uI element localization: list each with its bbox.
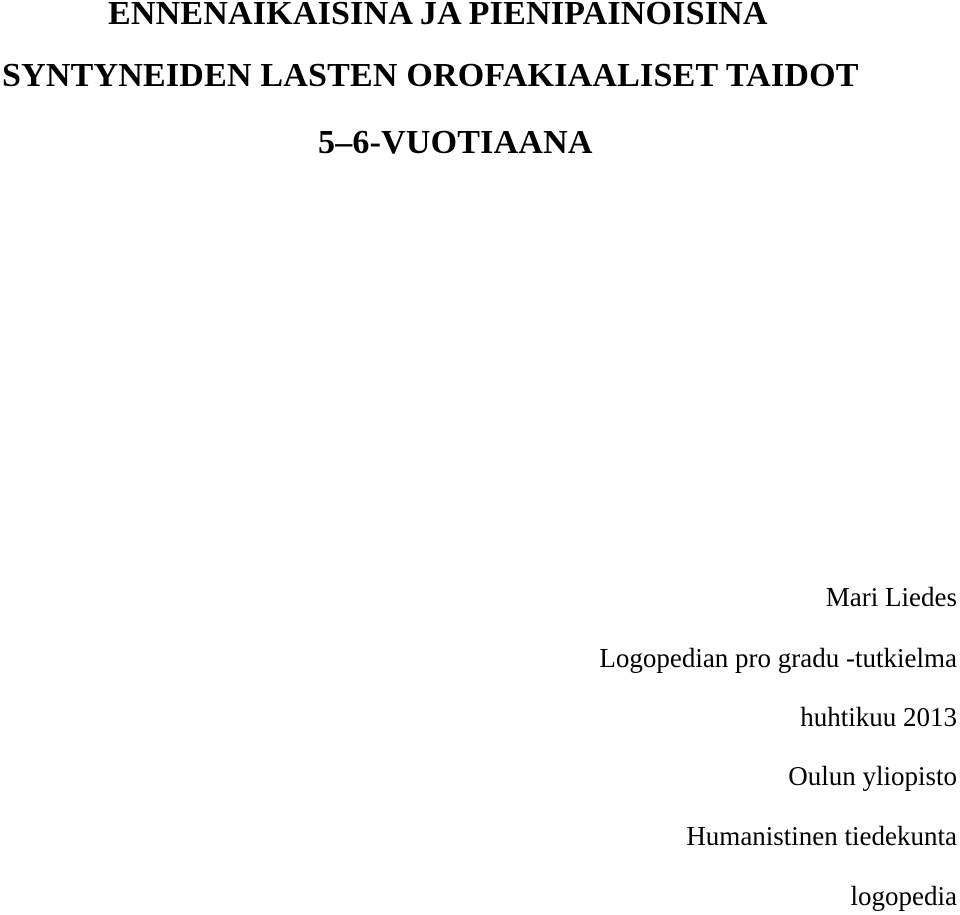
author-name: Mari Liedes <box>825 582 957 612</box>
department-name: logopedia <box>850 881 957 911</box>
university-name: Oulun yliopisto <box>788 761 957 791</box>
thesis-type: Logopedian pro gradu -tutkielma <box>599 643 957 673</box>
thesis-title-line-3: 5–6-VUOTIAANA <box>318 124 593 161</box>
thesis-date: huhtikuu 2013 <box>800 702 957 732</box>
thesis-title-line-2: SYNTYNEIDEN LASTEN OROFAKIAALISET TAIDOT <box>2 57 859 94</box>
faculty-name: Humanistinen tiedekunta <box>686 821 957 851</box>
thesis-title-line-1: ENNENAIKAISINA JA PIENIPAINOISINA <box>108 0 768 32</box>
